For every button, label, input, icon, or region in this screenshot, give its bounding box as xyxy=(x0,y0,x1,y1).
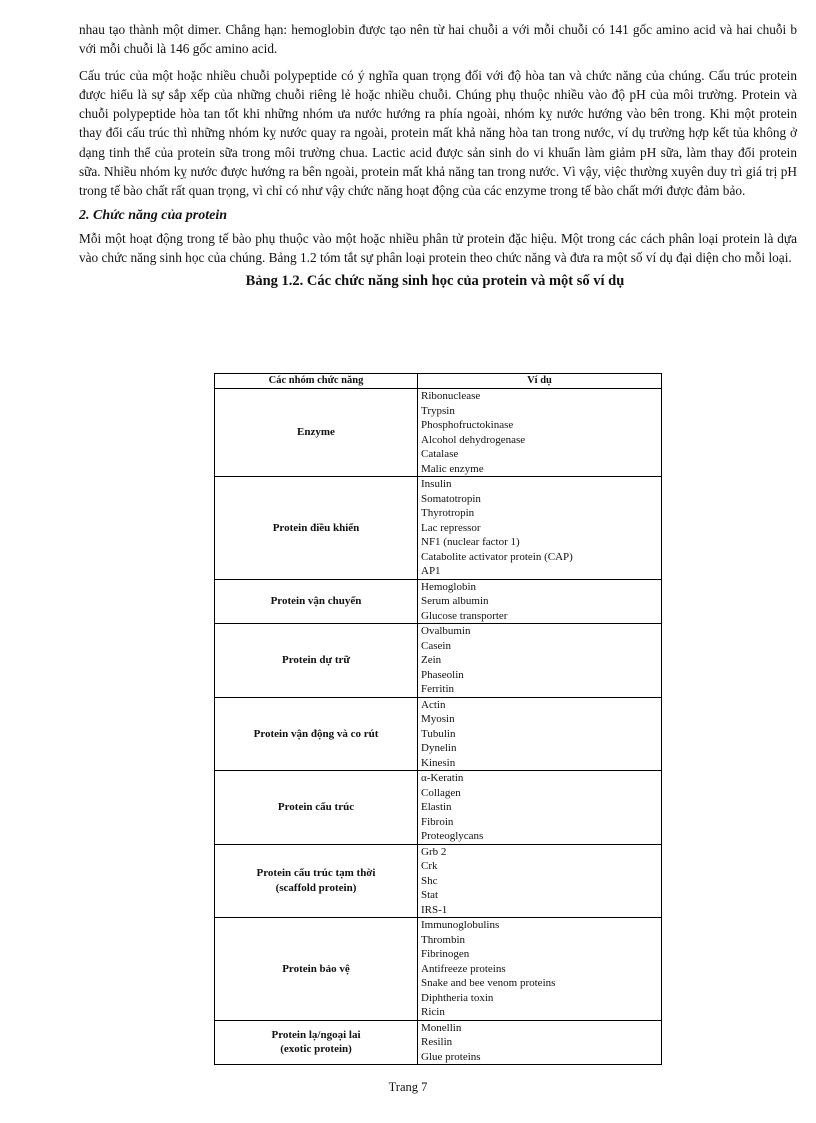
function-group-label: Protein cấu trúc xyxy=(277,801,355,813)
table-row xyxy=(215,477,662,580)
function-group-cell xyxy=(215,624,418,698)
function-group-cell xyxy=(215,1020,418,1065)
example-item: Phosphofructokinase xyxy=(421,419,514,431)
example-item: Myosin xyxy=(421,713,455,725)
example-item: Thrombin xyxy=(421,933,465,946)
section-heading: 2. Chức năng của protein xyxy=(79,207,228,223)
example-item: Tubulin xyxy=(421,727,456,740)
example-item: Somatotropin xyxy=(421,492,481,505)
table-row xyxy=(215,389,662,477)
function-group-label: Protein điều khiển xyxy=(272,521,360,534)
example-item: Elastin xyxy=(421,801,452,813)
function-group-label: Protein lạ/ngoại lai xyxy=(271,1028,361,1041)
table-row xyxy=(215,697,662,771)
function-group-label: (exotic protein) xyxy=(280,1043,352,1056)
protein-function-table xyxy=(214,373,662,1065)
example-item: Phaseolin xyxy=(421,668,464,681)
example-item: Crk xyxy=(421,860,438,872)
example-item: Fibroin xyxy=(421,815,454,828)
example-item: Antifreeze proteins xyxy=(421,962,506,975)
example-item: Collagen xyxy=(421,786,461,799)
function-group-label: Protein vận động và co rút xyxy=(253,727,379,740)
example-item: Actin xyxy=(421,698,446,711)
example-item: Malic enzyme xyxy=(421,462,484,475)
example-item: Catalase xyxy=(421,448,459,460)
table-row xyxy=(215,579,662,624)
example-item: Immunoglobulins xyxy=(421,919,500,931)
table-row xyxy=(215,624,662,698)
example-item: Glucose transporter xyxy=(421,609,508,622)
example-item: α-Keratin xyxy=(421,772,464,784)
example-item: Catabolite activator protein (CAP) xyxy=(421,550,573,563)
examples-cell xyxy=(418,477,662,580)
function-group-cell xyxy=(215,697,418,771)
examples-cell xyxy=(418,918,662,1021)
table-row xyxy=(215,844,662,918)
table-body xyxy=(215,389,662,1065)
example-item: Snake and bee venom proteins xyxy=(421,977,556,989)
table-row xyxy=(215,918,662,1021)
examples-cell xyxy=(418,844,662,918)
table-row xyxy=(215,1020,662,1065)
example-item: NF1 (nuclear factor 1) xyxy=(421,536,520,548)
example-item: IRS-1 xyxy=(421,903,448,916)
header-examples: Ví dụ xyxy=(418,374,662,389)
table-row xyxy=(215,771,662,845)
example-item: Proteoglycans xyxy=(421,830,484,842)
paragraph-structure: Cấu trúc của một hoặc nhiều chuỗi polypeptide có ý nghĩa quan trọng đối với độ hòa tan và chức năng của chúng. Cấu trúc protein được hiểu là sự sắp xếp của những chuỗi riêng lẻ hoặc nhiều chuỗi. Chúng phụ thuộc nhiều vào độ pH của môi trường. Protein và chuỗi polypeptide hòa tan tốt khi những nhóm ưa nước hướng ra phía ngoài, nhóm kỵ nước hướng vào bên trong. Khi một protein thay đổi cấu trúc thì những nhóm kỵ nước quay ra ngoài, protein mất khả năng hòa tan trong nước, ví dụ trường hợp kết tủa không ở dạng tinh thể của protein sữa trong môi trường chua. Lactic acid được sản sinh do vi khuẩn làm giảm pH sữa, làm thay đổi protein sữa. Nhiều nhóm kỵ nước được hướng ra bên ngoài, protein mất khả năng tan trong nước. Vì vậy, việc thường xuyên duy trì giá trị pH trong tế bào chất rất quan trọng, vì chỉ có như vậy chức năng hoạt động của các enzyme trong tế bào chất mới được đảm bảo. xyxy=(79,67,797,199)
page-number: Trang 7 xyxy=(388,1080,428,1094)
example-item: Alcohol dehydrogenase xyxy=(421,433,526,446)
example-item: AP1 xyxy=(421,565,441,577)
paragraph-functions: Mỗi một hoạt động trong tế bào phụ thuộc vào một hoặc nhiều phân tử protein đặc hiệu. Một trong các cách phân loại protein là dựa vào chức năng sinh học của chúng. Bảng 1.2 tóm tắt sự phân loại protein theo chức năng và đưa ra một số ví dụ đại diện cho mỗi loại. xyxy=(79,230,797,265)
example-item: Stat xyxy=(421,889,439,901)
examples-cell xyxy=(418,771,662,845)
example-item: Glue proteins xyxy=(421,1050,481,1063)
example-item: Zein xyxy=(421,654,442,666)
function-group-cell xyxy=(215,477,418,580)
example-item: Resilin xyxy=(421,1036,453,1048)
function-group-label: (scaffold protein) xyxy=(275,881,357,894)
function-group-label: Protein dự trữ xyxy=(282,654,350,666)
header-function-groups: Các nhóm chức năng xyxy=(215,374,418,389)
example-item: Fibrinogen xyxy=(421,948,470,960)
example-item: Shc xyxy=(421,874,438,887)
example-item: Hemoglobin xyxy=(421,580,476,593)
example-item: Diphtheria toxin xyxy=(421,991,494,1004)
example-item: Thyrotropin xyxy=(421,507,475,519)
example-item: Casein xyxy=(421,639,451,652)
examples-cell xyxy=(418,1020,662,1065)
function-group-cell xyxy=(215,389,418,477)
example-item: Kinesin xyxy=(421,756,456,769)
example-item: Monellin xyxy=(421,1021,462,1034)
function-group-label: Protein bảo vệ xyxy=(282,962,350,975)
function-group-cell xyxy=(215,918,418,1021)
example-item: Ricin xyxy=(421,1006,445,1018)
example-item: Ovalbumin xyxy=(421,625,471,637)
example-item: Ferritin xyxy=(421,683,454,695)
paragraph-dimer: nhau tạo thành một dimer. Chẳng hạn: hemoglobin được tạo nên từ hai chuỗi a với mỗi chuỗi có 141 gốc amino acid và hai chuỗi b với mỗi chuỗi là 146 gốc amino acid. xyxy=(79,22,797,57)
function-group-cell xyxy=(215,844,418,918)
example-item: Grb 2 xyxy=(421,845,447,858)
function-group-cell xyxy=(215,771,418,845)
function-group-label: Protein vận chuyển xyxy=(270,595,362,607)
example-item: Trypsin xyxy=(421,404,455,417)
table-header-row xyxy=(215,374,662,389)
examples-cell xyxy=(418,579,662,624)
example-item: Ribonuclease xyxy=(421,390,481,402)
example-item: Lac repressor xyxy=(421,521,481,534)
function-group-cell xyxy=(215,579,418,624)
example-item: Insulin xyxy=(421,478,452,490)
function-group-label: Enzyme xyxy=(297,426,335,439)
examples-cell xyxy=(418,389,662,477)
example-item: Dynelin xyxy=(421,742,457,754)
table-caption: Bảng 1.2. Các chức năng sinh học của protein và một số ví dụ xyxy=(245,273,625,290)
examples-cell xyxy=(418,624,662,698)
examples-cell xyxy=(418,697,662,771)
function-group-label: Protein cấu trúc tạm thời xyxy=(256,867,376,880)
document-page xyxy=(79,20,797,303)
example-item: Serum albumin xyxy=(421,595,489,607)
